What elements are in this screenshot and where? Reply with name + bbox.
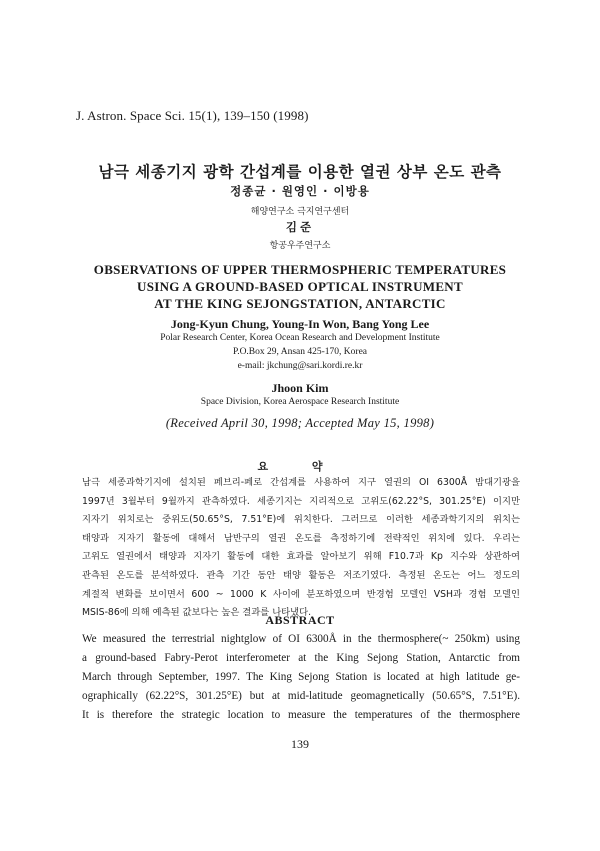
abstract-heading: ABSTRACT <box>265 613 335 627</box>
abstract-line: ographically (62.22°S, 301.25°E) but at mid-latitude geomagnetically (50.65°S, 7.51°E). <box>82 690 520 702</box>
abstract-line: It is therefore the strategic location to measure the temperatures of the thermosphere <box>82 709 520 721</box>
abstract-body <box>82 630 520 725</box>
korean-abstract-line: 1997년 3월부터 9월까지 관측하였다. 세종기지는 지리적으로 고위도(62.22°S, 301.25°E) 이지만 <box>82 495 520 507</box>
abstract-line: March through September, 1997. The King Sejong Station is located at high latitude ge- <box>82 671 520 683</box>
english-affiliation-email: e-mail: jkchung@sari.kordi.re.kr <box>237 361 363 371</box>
english-title-line-3: AT THE KING SEJONGSTATION, ANTARCTIC <box>154 296 446 311</box>
english-affiliation-2: Space Division, Korea Aerospace Research Institute <box>200 397 400 407</box>
korean-abstract-line: 계절적 변화를 보이면서 600 ~ 1000 K 사이에 분포하였으며 반경험 모델인 VSH과 경험 모델인 <box>82 588 520 600</box>
english-authors: Jong-Kyun Chung, Young-In Won, Bang Yong Lee <box>170 317 430 331</box>
korean-affiliation-1: 해양연구소 극지연구센터 <box>250 207 350 217</box>
korean-abstract-line: 관측된 온도를 분석하였다. 관측 기간 동안 태양 활동은 저조기였다. 측정된 온도는 어느 정도의 <box>82 569 520 581</box>
korean-abstract-line: 남극 세종과학기지에 설치된 페브리-페로 간섭계를 사용하여 지구 열권의 OI 6300Å 밤대기광을 <box>82 477 520 488</box>
korean-authors: 정종균 · 원영인 · 이방용 <box>230 184 370 198</box>
korean-abstract-line: MSIS-86에 의해 예측된 값보다는 높은 결과를 나타냈다. <box>82 607 312 619</box>
korean-abstract-line: 지자기 위치로는 중위도(50.65°S, 7.51°E)에 위치한다. 그러므로 이러한 세종과학기지의 위치는 <box>82 514 520 526</box>
english-affiliation-line-1: Polar Research Center, Korea Ocean Research and Development Institute <box>160 333 440 343</box>
english-title-line-2: USING A GROUND-BASED OPTICAL INSTRUMENT <box>137 279 463 294</box>
korean-author-2: 김준 <box>285 220 315 234</box>
page-number: 139 <box>291 737 309 751</box>
english-affiliation-line-2: P.O.Box 29, Ansan 425-170, Korea <box>232 347 368 357</box>
korean-abstract-heading: 요 약 <box>257 460 343 473</box>
journal-citation: J. Astron. Space Sci. 15(1), 139–150 (1998) <box>76 108 309 123</box>
korean-title: 남극 세종기지 광학 간섭계를 이용한 열권 상부 온도 관측 <box>98 163 502 181</box>
korean-abstract-line: 고위도 열권에서 태양과 지자기 활동에 대한 효과를 알아보기 위해 F10.7과 Kp 지수와 상관하여 <box>82 551 520 563</box>
abstract-line: We measured the terrestrial nightglow of OI 6300Å in the thermosphere(~ 250km) using <box>82 633 520 645</box>
english-author-2: Jhoon Kim <box>271 381 329 395</box>
korean-abstract-body <box>82 474 520 623</box>
abstract-line: a ground-based Fabry-Perot interferometer at the King Sejong Station, Antarctic from <box>82 652 520 664</box>
korean-affiliation-2: 항공우주연구소 <box>269 241 331 251</box>
received-date: (Received April 30, 1998; Accepted May 15, 1998) <box>165 416 435 430</box>
korean-abstract-line: 태양과 지자기 활동에 대해서 남반구의 열권 온도를 측정하기에 전략적인 위치에 있다. 우리는 <box>82 532 520 544</box>
english-title-line-1: OBSERVATIONS OF UPPER THERMOSPHERIC TEMPERATURES <box>93 262 507 277</box>
